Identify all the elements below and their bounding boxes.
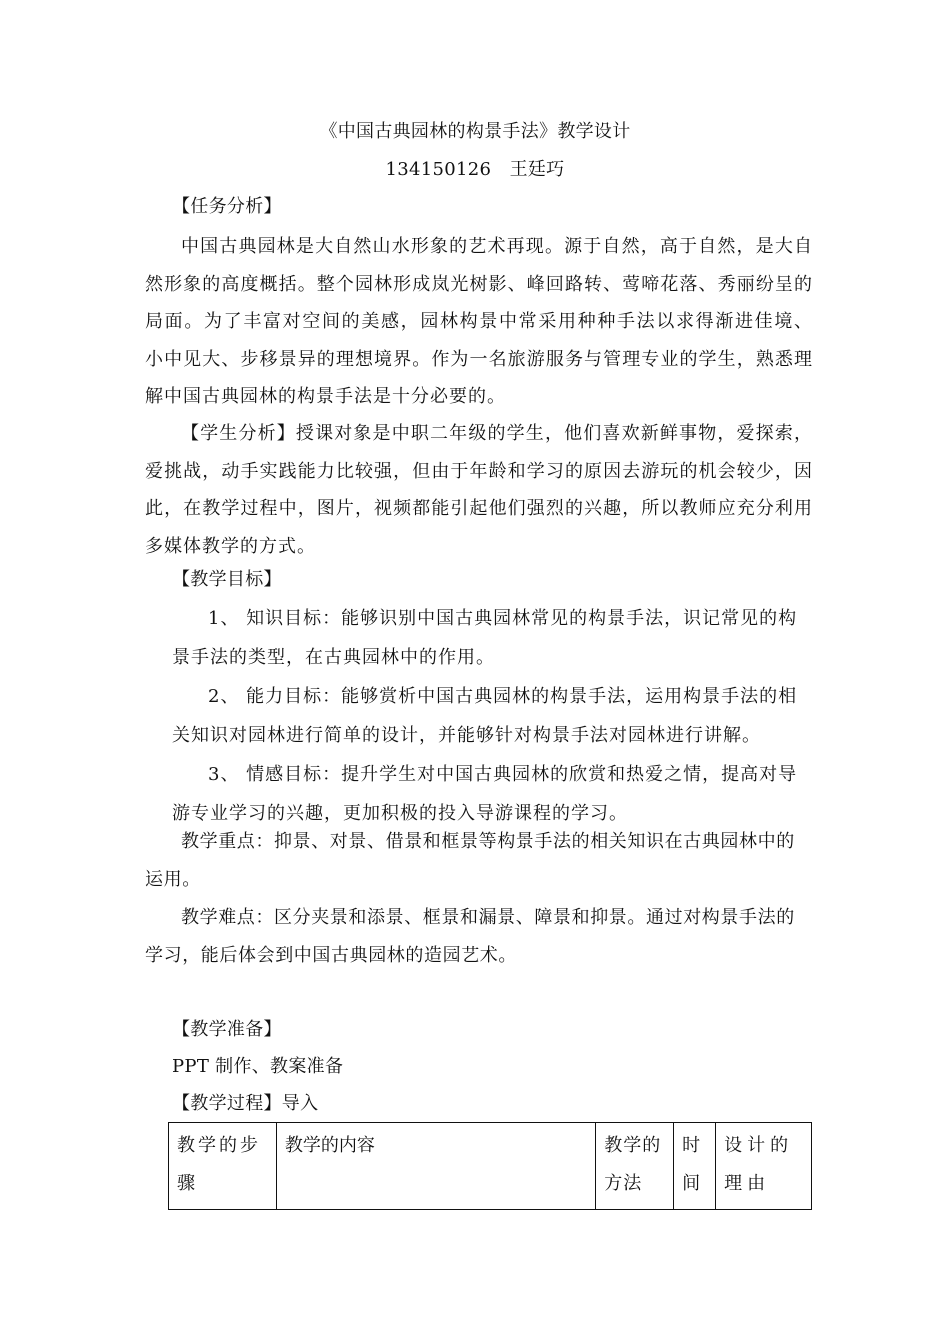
header-step: 教学的步骤: [169, 1123, 277, 1210]
goal-ability: 2、 能力目标：能够赏析中国古典园林的构景手法，运用构景手法的相关知识对园林进行简单的设计，并能够针对构景手法对园林进行讲解。: [172, 686, 798, 746]
student-analysis-text: 【学生分析】授课对象是中职二年级的学生，他们喜欢新鲜事物，爱探索，爱挑战，动手实践能力比较强，但由于年龄和学习的原因去游玩的机会较少，因此，在教学过程中，图片，视频都能引起他们强烈的兴趣，所以教师应充分利用多媒体教学的方式。: [145, 423, 813, 557]
goal-knowledge: 1、 知识目标：能够识别中国古典园林常见的构景手法，识记常见的构景手法的类型，在古典园林中的作用。: [172, 608, 798, 668]
teaching-prep-text: PPT 制作、教案准备: [172, 1056, 344, 1077]
header-time: 时间: [674, 1123, 716, 1210]
teaching-process-table: [168, 1122, 812, 1210]
teaching-prep-heading: 【教学准备】: [172, 1019, 282, 1040]
task-analysis-heading: 【任务分析】: [172, 196, 282, 217]
header-reason: 设计的理由: [716, 1123, 812, 1210]
teaching-process-heading: 【教学过程】导入: [172, 1093, 319, 1114]
difficult-points: 教学难点：区分夹景和添景、框景和漏景、障景和抑景。通过对构景手法的学习，能后体会到中国古典园林的造园艺术。: [145, 907, 795, 966]
task-analysis-text: 中国古典园林是大自然山水形象的艺术再现。源于自然，高于自然，是大自然形象的高度概括。整个园林形成岚光树影、峰回路转、莺啼花落、秀丽纷呈的局面。为了丰富对空间的美感，园林构景中常采用种种手法以求得渐进佳境、 小中见大、步移景异的理想境界。作为一名旅游服务与管理专业的学生，熟悉理解中国古典园林的构景手法是十分必要的。: [145, 236, 813, 407]
document-title: 《中国古典园林的构景手法》教学设计: [319, 121, 631, 142]
table-header-row: [169, 1123, 812, 1210]
header-method: 教学的方法: [596, 1123, 674, 1210]
goal-emotion: 3、 情感目标：提升学生对中国古典园林的欣赏和热爱之情，提高对导游专业学习的兴趣，更加积极的投入导游课程的学习。: [172, 764, 798, 824]
header-content: 教学的内容: [276, 1123, 595, 1210]
teaching-goals-heading: 【教学目标】: [172, 569, 282, 590]
author-line: 134150126 王廷巧: [385, 159, 565, 180]
key-points: 教学重点：抑景、对景、借景和框景等构景手法的相关知识在古典园林中的运用。: [145, 831, 795, 890]
